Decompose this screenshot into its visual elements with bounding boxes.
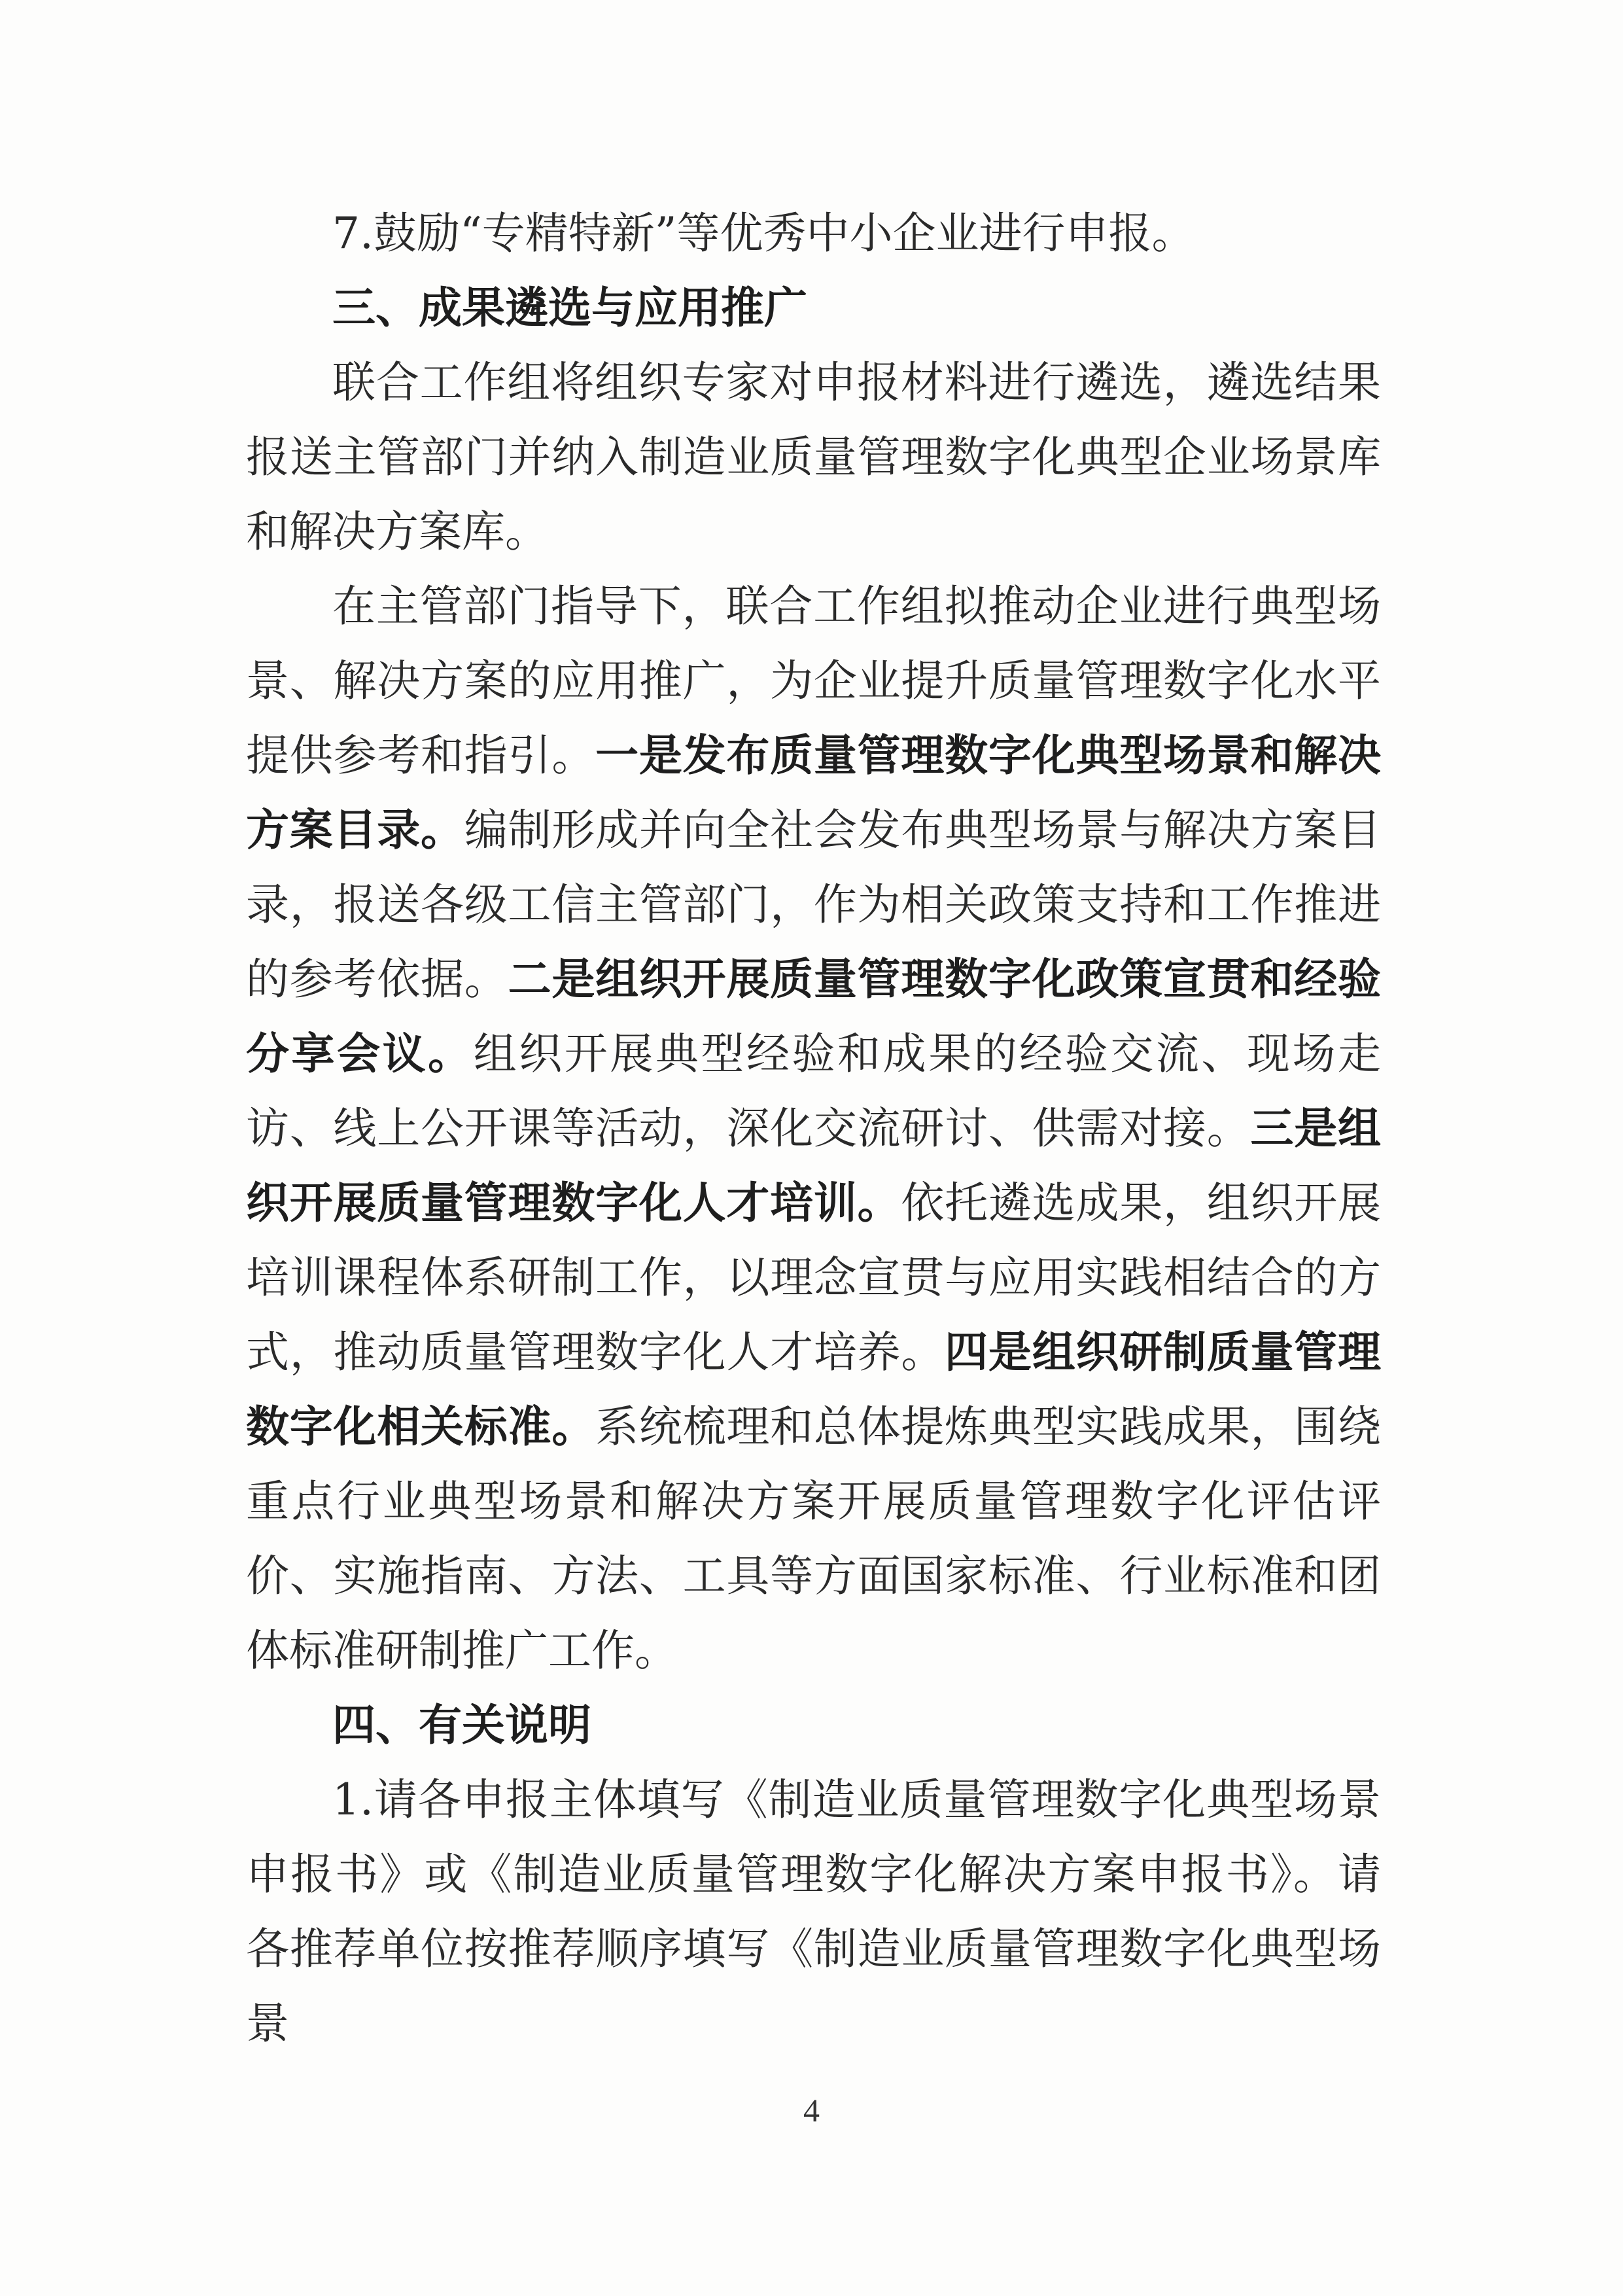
point-3-title: 三是组织开展质量管理数字化人才培训。 xyxy=(246,1103,1382,1228)
point-4-title: 四是组织研制质量管理数字化相关标准。 xyxy=(246,1327,1382,1452)
section-4-item-1: 1.请各申报主体填写《制造业质量管理数字化典型场景申报书》或《制造业质量管理数字化解决方案申报书》。请各推荐单位按推荐顺序填写《制造业质量管理数字化典型场景 xyxy=(246,1775,1381,2049)
document-body xyxy=(246,196,1381,2061)
point-1-title: 一是发布质量管理数字化典型场景和解决方案目录。 xyxy=(246,730,1382,855)
section-3-paragraph-1: 联合工作组将组织专家对申报材料进行遴选，遴选结果报送主管部门并纳入制造业质量管理数字化典型企业场景库和解决方案库。 xyxy=(246,357,1381,557)
page-number: 4 xyxy=(803,2092,820,2128)
section-3-para-2-intro: 在主管部门指导下，联合工作组拟推动企业进行典型场景、解决方案的应用推广，为企业提升质量管理数字化水平提供参考和指引。 xyxy=(246,581,1381,781)
point-4-body: 系统梳理和总体提炼典型实践成果，围绕重点行业典型场景和解决方案开展质量管理数字化评估评价、实施指南、方法、工具等方面国家标准、行业标准和团体标准研制推广工作。 xyxy=(246,1402,1382,1676)
section-3-paragraph-2 xyxy=(246,569,1381,1688)
item-7-paragraph: 7.鼓励“专精特新”等优秀中小企业进行申报。 xyxy=(332,208,1195,258)
point-3-body: 依托遴选成果，组织开展培训课程体系研制工作，以理念宣贯与应用实践相结合的方式，推动质量管理数字化人才培养。 xyxy=(246,1178,1382,1377)
point-1-body: 编制形成并向全社会发布典型场景与解决方案目录，报送各级工信主管部门，作为相关政策支持和工作推进的参考依据。 xyxy=(246,805,1382,1004)
section-3-heading: 三、成果遴选与应用推广 xyxy=(332,283,807,333)
section-4-heading: 四、有关说明 xyxy=(332,1700,591,1750)
point-2-body: 组织开展典型经验和成果的经验交流、现场走访、线上公开课等活动，深化交流研讨、供需对接。 xyxy=(246,1029,1382,1154)
point-2-title: 二是组织开展质量管理数字化政策宣贯和经验分享会议。 xyxy=(246,954,1382,1079)
